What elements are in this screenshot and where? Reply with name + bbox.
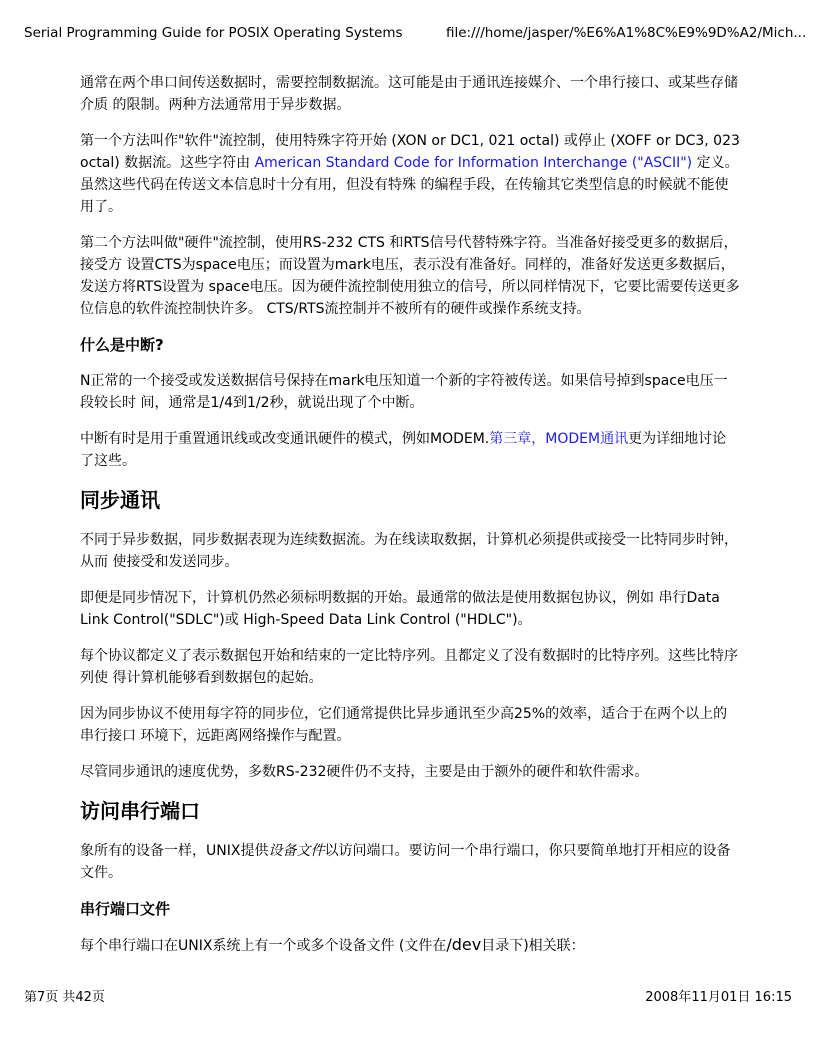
paragraph-break-2	[80, 428, 740, 472]
text-span: 第一个方法叫作"软件"流控制，使用特殊字符开始 (XON or DC1, 021 octal) 或停止 (XOFF or DC3, 023 octal) 数据流。这些字符由	[80, 133, 740, 171]
paragraph-flow-control-intro: 通常在两个串口间传送数据时，需要控制数据流。这可能是由于通讯连接媒介、一个串行接口、或某些存储介质 的限制。两种方法通常用于异步数据。	[80, 75, 738, 113]
heading-accessing-serial-ports: 访问串行端口	[80, 799, 200, 823]
paragraph-access	[80, 840, 740, 884]
page-number: 第7页 共42页	[24, 990, 105, 1005]
paragraph-software-flow-control	[80, 130, 740, 218]
text-span: 以访问端口。要访问一个串行端口，你只要简单地打开相应的设备文件。	[80, 843, 731, 881]
text-span: 每个串行端口在UNIX系统上有一个或多个设备文件 (文件在	[80, 938, 447, 954]
page-header-title: Serial Programming Guide for POSIX Operating Systems	[24, 25, 403, 41]
heading-serial-port-files: 串行端口文件	[80, 900, 171, 918]
paragraph-sync-1: 不同于异步数据，同步数据表现为连续数据流。为在线读取数据，计算机必须提供或接受一比特同步时钟，从而 使接受和发送同步。	[80, 532, 738, 570]
ascii-link[interactable]: American Standard Code for Information Interchange ("ASCII")	[254, 155, 693, 171]
dev-directory-text: /dev	[446, 935, 482, 954]
text-span: 更为详细地讨论了这些。	[80, 431, 727, 469]
text-span: 象所有的设备一样，UNIX提供	[80, 843, 269, 859]
paragraph-break-1: N正常的一个接受或发送数据信号保持在mark电压知道一个新的字符被传送。如果信号掉到space电压一段较长时 间，通常是1/4到1/2秒，就说出现了个中断。	[80, 373, 728, 411]
paragraph-hardware-flow-control: 第二个方法叫做"硬件"流控制，使用RS-232 CTS 和RTS信号代替特殊字符。当准备好接受更多的数据后，接受方 设置CTS为space电压；而设置为mark电压，表示没有准备好。同样的，准备好发送更多数据后，发送方将RTS设置为 space电压。因为硬件流控制使用独立的信号，所以同样情况下，它要比需要传送更多位信息的软件流控制快许多。 CTS/RTS流控制并不被所有的硬件或操作系统支持。	[80, 235, 740, 317]
print-datetime: 2008年11月01日 16:15	[645, 990, 792, 1005]
text-span: 目录下)相关联：	[481, 938, 585, 954]
chapter3-modem-link[interactable]: 第三章，MODEM通讯	[489, 431, 629, 447]
page-header-url: file:///home/jasper/%E6%A1%8C%E9%9D%A2/Mich...	[446, 25, 807, 41]
document-body	[80, 72, 740, 971]
text-span: 定义。虽然这些代码在传送文本信息时十分有用，但没有特殊 的编程手段，在传输其它类型信息的时候就不能使用了。	[80, 155, 739, 215]
paragraph-sync-5: 尽管同步通讯的速度优势，多数RS-232硬件仍不支持，主要是由于额外的硬件和软件需求。	[80, 764, 649, 780]
paragraph-sync-4: 因为同步协议不使用每字符的同步位，它们通常提供比异步通讯至少高25%的效率，适合于在两个以上的串行接口 环境下，远距离网络操作与配置。	[80, 706, 728, 744]
heading-what-is-break: 什么是中断?	[80, 336, 164, 354]
paragraph-sync-3: 每个协议都定义了表示数据包开始和结束的一定比特序列。且都定义了没有数据时的比特序列。这些比特序列使 得计算机能够看到数据包的起始。	[80, 648, 738, 686]
paragraph-sync-2: 即便是同步情况下，计算机仍然必须标明数据的开始。最通常的做法是使用数据包协议，例如 串行Data Link Control("SDLC")或 High-Speed Data Link Control ("HDLC")。	[80, 590, 720, 628]
paragraph-serial-port-files	[80, 934, 740, 957]
heading-synchronous-communication: 同步通讯	[80, 488, 160, 512]
text-span: 中断有时是用于重置通讯线或改变通讯硬件的模式，例如MODEM.	[80, 431, 490, 447]
device-file-emphasis: 设备文件	[268, 843, 325, 859]
